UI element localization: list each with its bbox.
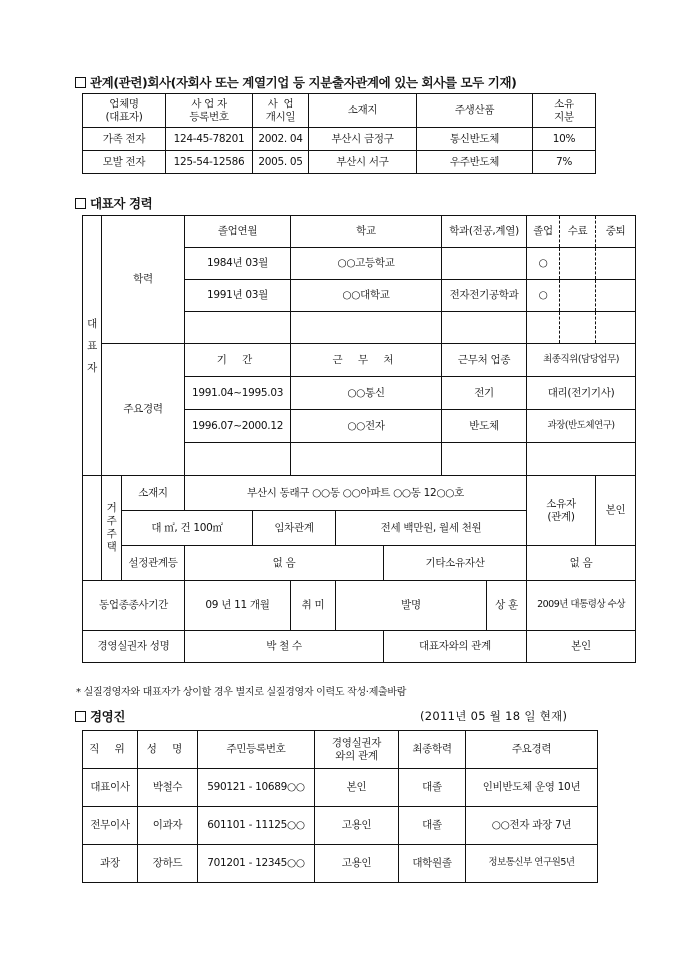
col-header-share: 소유 지분	[533, 94, 596, 128]
footnote: * 실질경영자와 대표자가 상이할 경우 별지로 실질경영자 이력도 작성·제출바람	[76, 687, 407, 698]
table-header-row	[83, 731, 598, 769]
career-header-industry: 근무처 업종	[442, 344, 527, 377]
cell: 2005. 05	[253, 151, 309, 174]
section-1-title: 관계(관련)회사(자회사 또는 계열기업 등 지분출자관계에 있는 회사를 모두 기재)	[75, 73, 516, 91]
residence-label-left	[83, 476, 102, 581]
hobby-label: 취 미	[291, 581, 336, 631]
location-value: 부산시 동래구 ○○동 ○○아파트 ○○동 12○○호	[185, 476, 527, 511]
residence-label: 거주주택	[102, 476, 122, 581]
edu-header-major: 학과(전공,계열)	[442, 216, 527, 248]
cell	[560, 312, 596, 344]
cell: 박철수	[138, 769, 198, 807]
career-header-position: 최종직위(담당업무)	[527, 344, 636, 377]
cell: 125-54-12586	[166, 151, 253, 174]
cell: ○○통신	[291, 377, 442, 410]
relation-value: 본인	[527, 631, 636, 663]
edu-header-graduated: 졸업	[527, 216, 560, 248]
other-assets-label: 기타소유자산	[384, 546, 527, 581]
section-2-title: 대표자 경력	[75, 194, 152, 212]
cell: 대표이사	[83, 769, 138, 807]
relation-label: 대표자와의 관계	[384, 631, 527, 663]
table-row	[83, 769, 598, 807]
cell: ○○고등학교	[291, 248, 442, 280]
cell: 대졸	[399, 769, 466, 807]
cell: ○	[527, 280, 560, 312]
owner-value: 본인	[596, 476, 636, 546]
col-header-company: 업체명 (대표자)	[83, 94, 166, 128]
cell: ○○대학교	[291, 280, 442, 312]
cell: 고용인	[315, 807, 399, 845]
table-row	[83, 128, 596, 151]
cell	[560, 248, 596, 280]
section-3-title: 경영진	[75, 707, 125, 725]
industry-period-label: 동업종종사기간	[83, 581, 185, 631]
cell: 7%	[533, 151, 596, 174]
table-row	[83, 151, 596, 174]
cell: 2002. 04	[253, 128, 309, 151]
cell: 본인	[315, 769, 399, 807]
checkbox-square-icon	[75, 198, 86, 209]
cell: 우주반도체	[417, 151, 533, 174]
cell: 1996.07~2000.12	[185, 410, 291, 443]
col-header-education: 최종학력	[399, 731, 466, 769]
table-header-row	[83, 94, 596, 128]
cell	[560, 280, 596, 312]
col-header-career: 주요경력	[466, 731, 598, 769]
career-header-workplace: 근 무 처	[291, 344, 442, 377]
ceo-career-table	[82, 215, 636, 663]
cell: 인비반도체 운영 10년	[466, 769, 598, 807]
cell: 정보통신부 연구원5년	[466, 845, 598, 883]
award-label: 상 훈	[487, 581, 527, 631]
lease-label: 임차관계	[253, 511, 336, 546]
area-value: 대 ㎡, 건 100㎡	[122, 511, 253, 546]
cell: 대리(전기기사)	[527, 377, 636, 410]
as-of-date: (2011년 05 월 18 일 현재)	[420, 709, 568, 723]
cell	[185, 443, 291, 476]
cell	[291, 312, 442, 344]
cell: 1991.04~1995.03	[185, 377, 291, 410]
cell	[527, 443, 636, 476]
career-label: 주요경력	[102, 344, 185, 476]
cell: 부산시 금정구	[309, 128, 417, 151]
cell: 전무이사	[83, 807, 138, 845]
hobby-value: 발명	[336, 581, 487, 631]
cell: 10%	[533, 128, 596, 151]
cell	[442, 248, 527, 280]
cell: 과장	[83, 845, 138, 883]
cell: 1984년 03월	[185, 248, 291, 280]
cell: 가족 전자	[83, 128, 166, 151]
cell	[291, 443, 442, 476]
cell: 1991년 03월	[185, 280, 291, 312]
owner-name-label: 경영실권자 성명	[83, 631, 185, 663]
other-assets-value: 없 음	[527, 546, 636, 581]
cell	[442, 443, 527, 476]
cell: 대졸	[399, 807, 466, 845]
col-header-product: 주생산품	[417, 94, 533, 128]
mortgage-label: 설정관계등	[122, 546, 185, 581]
checkbox-square-icon	[75, 77, 86, 88]
edu-header-dropout: 중퇴	[596, 216, 636, 248]
col-header-regno: 사 업 자 등록번호	[166, 94, 253, 128]
edu-header-school: 학교	[291, 216, 442, 248]
cell: 과장(반도체연구)	[527, 410, 636, 443]
cell: 601101 - 11125○○	[198, 807, 315, 845]
owner-label: 소유자 (관계)	[527, 476, 596, 546]
industry-period-value: 09 년 11 개월	[185, 581, 291, 631]
lease-value: 전세 백만원, 월세 천원	[336, 511, 527, 546]
owner-name-value: 박 철 수	[185, 631, 384, 663]
cell: 124-45-78201	[166, 128, 253, 151]
cell: 반도체	[442, 410, 527, 443]
cell	[442, 312, 527, 344]
cell: 장하드	[138, 845, 198, 883]
col-header-title: 직 위	[83, 731, 138, 769]
checkbox-square-icon	[75, 711, 86, 722]
cell: 모발 전자	[83, 151, 166, 174]
cell	[596, 312, 636, 344]
edu-header-completed: 수료	[560, 216, 596, 248]
cell: 이과자	[138, 807, 198, 845]
cell: 고용인	[315, 845, 399, 883]
col-header-relation: 경영실권자 와의 관계	[315, 731, 399, 769]
cell: 전자전기공학과	[442, 280, 527, 312]
location-label: 소재지	[122, 476, 185, 511]
cell: ○	[527, 248, 560, 280]
cell	[596, 248, 636, 280]
col-header-start: 사 업 개시일	[253, 94, 309, 128]
col-header-location: 소재지	[309, 94, 417, 128]
education-label: 학력	[102, 216, 185, 344]
edu-header-date: 졸업연월	[185, 216, 291, 248]
cell: 대학원졸	[399, 845, 466, 883]
cell: 전기	[442, 377, 527, 410]
cell: 701201 - 12345○○	[198, 845, 315, 883]
table-row	[83, 845, 598, 883]
cell: 590121 - 10689○○	[198, 769, 315, 807]
management-table	[82, 730, 598, 883]
col-header-name: 성 명	[138, 731, 198, 769]
table-row	[83, 807, 598, 845]
cell	[596, 280, 636, 312]
career-header-period: 기 간	[185, 344, 291, 377]
cell	[185, 312, 291, 344]
mortgage-value: 없 음	[185, 546, 384, 581]
cell: ○○전자	[291, 410, 442, 443]
cell	[527, 312, 560, 344]
cell: ○○전자 과장 7년	[466, 807, 598, 845]
related-companies-table	[82, 93, 596, 174]
col-header-id: 주민등록번호	[198, 731, 315, 769]
cell: 통신반도체	[417, 128, 533, 151]
ceo-side-label: 대 표 자	[83, 216, 102, 476]
award-value: 2009년 대통령상 수상	[527, 581, 636, 631]
cell: 부산시 서구	[309, 151, 417, 174]
